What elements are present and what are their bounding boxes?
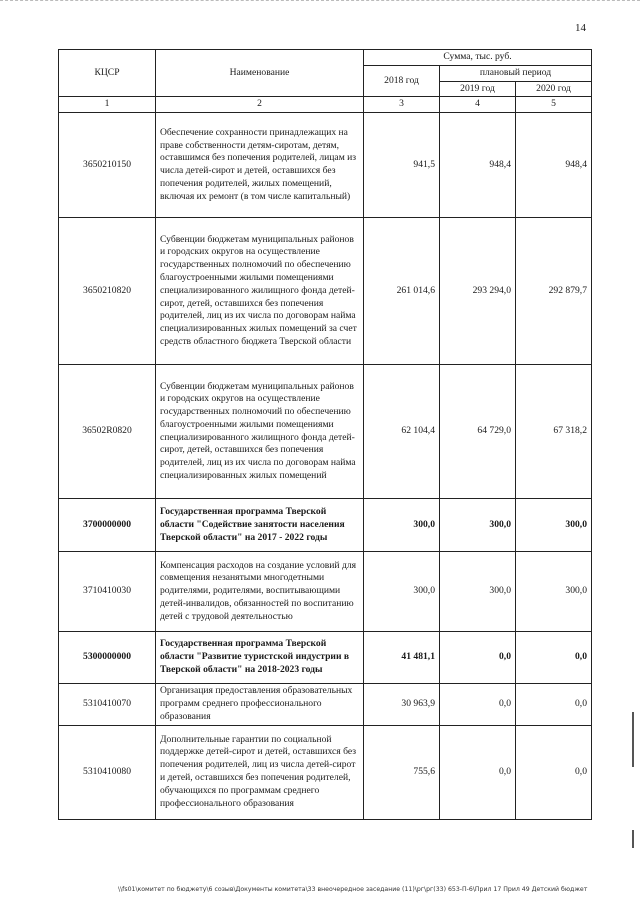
row-name: Государственная программа Тверской области "Развитие туристской индустрии в Тверской области" на 2018-2023 годы xyxy=(156,632,364,684)
footer-file-path: \\fs01\комитет по бюджету\6 созыв\Документы комитета\33 внеочередное заседание (11)\рг\рг(33) 653-П-6\Прил 17 Прил 49 Детский бюджет xyxy=(118,886,588,893)
row-name: Дополнительные гарантии по социальной поддержке детей-сирот и детей, оставшихся без попечения родителей, лиц из числа детей-сирот и детей, оставшихся без попечения родителей, обучающихся по программам среднего профессионального образования xyxy=(156,725,364,819)
scan-top-edge xyxy=(0,0,640,5)
row-value-2018: 300,0 xyxy=(364,552,440,632)
table-row xyxy=(59,113,592,218)
row-value-2019: 300,0 xyxy=(440,499,516,552)
col-number: 2 xyxy=(156,97,364,113)
row-value-2018: 30 963,9 xyxy=(364,684,440,725)
row-name: Организация предоставления образовательных программ среднего профессионального образования xyxy=(156,684,364,725)
scan-edge-mark xyxy=(632,712,634,767)
row-code: 3650210820 xyxy=(59,218,156,365)
table-row xyxy=(59,552,592,632)
row-name: Компенсация расходов на создание условий для совмещения незанятыми многодетными родителями, родителями, воспитывающими детей-инвалидов, обязанностей по воспитанию детей с трудовой деятельностью xyxy=(156,552,364,632)
row-value-2020: 67 318,2 xyxy=(516,365,592,499)
row-code: 5300000000 xyxy=(59,632,156,684)
page-number: 14 xyxy=(575,22,586,34)
header-year-2019: 2019 год xyxy=(440,81,516,97)
row-name: Обеспечение сохранности принадлежащих на праве собственности детям-сиротам, детям, оставшимся без попечения родителей, лицам из числа детей-сирот и детей, оставшихся без попечения родителей, жилых помещений, включая их ремонт (в том числе капитальный) xyxy=(156,113,364,218)
scan-edge-mark xyxy=(632,830,634,848)
row-value-2019: 0,0 xyxy=(440,725,516,819)
table-row xyxy=(59,684,592,725)
row-value-2019: 0,0 xyxy=(440,684,516,725)
row-value-2020: 292 879,7 xyxy=(516,218,592,365)
row-code: 36502R0820 xyxy=(59,365,156,499)
row-value-2018: 41 481,1 xyxy=(364,632,440,684)
header-year-2020: 2020 год xyxy=(516,81,592,97)
col-number: 3 xyxy=(364,97,440,113)
row-code: 3650210150 xyxy=(59,113,156,218)
col-number: 5 xyxy=(516,97,592,113)
col-number: 1 xyxy=(59,97,156,113)
row-code: 5310410080 xyxy=(59,725,156,819)
row-value-2020: 948,4 xyxy=(516,113,592,218)
row-value-2019: 293 294,0 xyxy=(440,218,516,365)
row-value-2020: 300,0 xyxy=(516,552,592,632)
col-number: 4 xyxy=(440,97,516,113)
row-value-2018: 62 104,4 xyxy=(364,365,440,499)
table-row xyxy=(59,632,592,684)
table-row xyxy=(59,365,592,499)
row-value-2020: 0,0 xyxy=(516,684,592,725)
header-year-2018: 2018 год xyxy=(364,65,440,97)
row-name: Государственная программа Тверской области "Содействие занятости населения Тверской области" на 2017 - 2022 годы xyxy=(156,499,364,552)
budget-table xyxy=(58,49,592,820)
row-name: Субвенции бюджетам муниципальных районов и городских округов на осуществление государственных полномочий по обеспечению благоустроенными жилыми помещениями специализированного жилищного фонда детей-сирот, детей, оставшихся без попечения родителей, лиц из их числа по договорам найма специализированных жилых помещений за счет средств областного бюджета Тверской области xyxy=(156,218,364,365)
header-planned-period: плановый период xyxy=(440,65,592,81)
row-value-2019: 300,0 xyxy=(440,552,516,632)
row-value-2020: 0,0 xyxy=(516,725,592,819)
row-code: 3700000000 xyxy=(59,499,156,552)
table-row xyxy=(59,499,592,552)
row-value-2018: 300,0 xyxy=(364,499,440,552)
header-name: Наименование xyxy=(156,50,364,97)
header-kcsr: КЦСР xyxy=(59,50,156,97)
row-value-2018: 941,5 xyxy=(364,113,440,218)
row-code: 5310410070 xyxy=(59,684,156,725)
row-value-2019: 0,0 xyxy=(440,632,516,684)
row-value-2019: 64 729,0 xyxy=(440,365,516,499)
row-value-2018: 755,6 xyxy=(364,725,440,819)
table-row xyxy=(59,725,592,819)
row-name: Субвенции бюджетам муниципальных районов и городских округов на осуществление государственных полномочий по обеспечению благоустроенными жилыми помещениями специализированного жилищного фонда детей-сирот, детей, оставшихся без попечения родителей, лиц из их числа по договорам найма специализированных жилых помещений xyxy=(156,365,364,499)
row-value-2018: 261 014,6 xyxy=(364,218,440,365)
table-row xyxy=(59,218,592,365)
row-code: 3710410030 xyxy=(59,552,156,632)
row-value-2019: 948,4 xyxy=(440,113,516,218)
row-value-2020: 0,0 xyxy=(516,632,592,684)
row-value-2020: 300,0 xyxy=(516,499,592,552)
header-sum: Сумма, тыс. руб. xyxy=(364,50,592,66)
